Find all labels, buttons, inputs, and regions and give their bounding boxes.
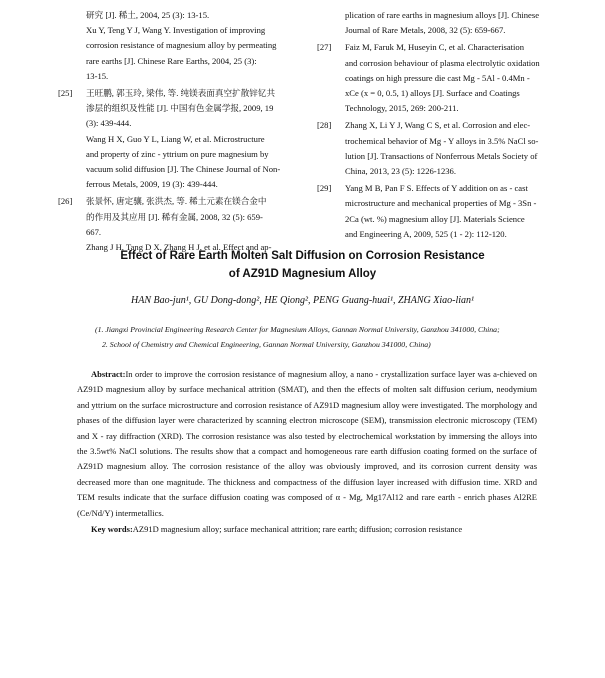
english-title [0, 247, 605, 283]
reference-line: 667. [86, 226, 102, 237]
affiliation-2: 2. School of Chemistry and Chemical Engineering, Gannan Normal University, Ganzhou 341000, China) [102, 340, 431, 349]
reference-entry [317, 181, 550, 242]
reference-line: Faiz M, Faruk M, Huseyin C, et al. Characterisation [345, 42, 525, 53]
reference-line: 王旺鹏, 郭玉玲, 梁伟, 等. 纯镁表面真空扩散锌钇共 [86, 88, 276, 99]
references-right-column [317, 8, 550, 244]
reference-entry [58, 86, 298, 192]
reference-line: Zhang X, Li Y J, Wang C S, et al. Corrosion and elec- [345, 120, 531, 131]
reference-line: corrosion resistance of magnesium alloy by permeating [86, 40, 277, 51]
reference-line: 张景怀, 唐定骧, 张洪杰, 等. 稀土元素在镁合金中 [86, 196, 267, 207]
reference-line: 2Ca (wt. %) magnesium alloy [J]. Materials Science [345, 213, 525, 224]
reference-line: and property of zinc - yttrium on pure magnesium by [86, 148, 269, 159]
reference-line: Xu Y, Teng Y J, Wang Y. Investigation of improving [86, 25, 266, 36]
reference-number: [26] [58, 196, 73, 207]
reference-line: and Engineering A, 2009, 525 (1 - 2): 112-120. [345, 228, 507, 239]
reference-line: China, 2013, 23 (5): 1226-1236. [345, 166, 456, 177]
reference-line: lution [J]. Transactions of Nonferrous Metals Society of [345, 150, 538, 161]
reference-number: [27] [317, 42, 332, 53]
reference-entry [317, 8, 550, 38]
reference-entry [317, 40, 550, 116]
reference-line: Technology, 2015, 269: 200-211. [345, 103, 459, 114]
reference-line: coatings on high pressure die cast Mg - 5Al - 0.4Mn - [345, 72, 530, 83]
abstract-text: In order to improve the corrosion resistance of magnesium alloy, a nano - crystallization surface layer was a-chieved on AZ91D magnesium alloy by surface mechanical attrition (SMAT), and then the effects of molten salt diffusion cerium, neodymium and yttrium on the surface microstructure and corrosion resistance of AZ91D magnesium alloy were investigated. The morphology and phases of the diffusion layer were characterized by scanning electron microscope (SEM), transmission electronic microscopy (TEM) and X - ray diffraction (XRD). The corrosion resistance was also tested by electrochemical workstation by immersing the alloys into the 3.5wt% NaCl solutions. The results show that a compact and homogeneous rare earth diffusion coating formed on the surface of AZ91D magnesium alloy. The corrosion resistance of the alloy was obviously improved, and its corrosion current density was decreased more than one magnitude. The thickness and compactness of the diffusion layer increased with diffusion time. XRD and TEM results indicate that the surface diffusion coating was composed of α - Mg, Mg17Al12 and rare earth - enrich phases Al2RE (Ce/Nd/Y) intermetallics. [77, 369, 537, 518]
reference-line: (3): 439-444. [86, 118, 132, 129]
reference-line: vacuum solid diffusion [J]. The Chinese Journal of Non- [86, 164, 281, 175]
reference-line: plication of rare earths in magnesium alloys [J]. Chinese [345, 10, 540, 20]
reference-number: [25] [58, 88, 73, 99]
reference-line: 渗层的组织及性能 [J]. 中国有色金属学报, 2009, 19 [86, 103, 274, 114]
english-title-line-1: Effect of Rare Earth Molten Salt Diffusion on Corrosion Resistance [120, 250, 485, 262]
reference-line: trochemical behavior of Mg - Y alloys in 3.5% NaCl so- [345, 135, 539, 146]
reference-line: and corrosion behaviour of plasma electrolytic oxidation [345, 57, 540, 68]
abstract-block [77, 367, 537, 537]
affiliation-1: (1. Jiangxi Provincial Engineering Research Center for Magnesium Alloys, Gannan Normal University, Ganzhou 341000, China; [95, 325, 500, 334]
reference-line: 的作用及其应用 [J]. 稀有金属, 2008, 32 (5): 659- [86, 211, 263, 222]
abstract-label: Abstract: [91, 369, 126, 379]
reference-line: microstructure and mechanical properties of Mg - 3Sn - [345, 198, 537, 209]
reference-line: xCe (x = 0, 0.5, 1) alloys [J]. Surface and Coatings [345, 88, 520, 99]
keywords [77, 522, 537, 537]
keywords-label: Key words: [91, 524, 133, 535]
reference-entry [58, 8, 298, 84]
reference-line: Journal of Rare Metals, 2008, 32 (5): 659-667. [345, 25, 506, 36]
reference-number: [29] [317, 183, 332, 194]
affiliations [95, 322, 575, 352]
reference-line: Wang H X, Guo Y L, Liang W, et al. Microstructure [86, 133, 265, 144]
reference-number: [28] [317, 120, 332, 131]
reference-line: Yang M B, Pan F S. Effects of Y addition on as - cast [345, 183, 528, 194]
keywords-text: AZ91D magnesium alloy; surface mechanical attrition; rare earth; diffusion; corrosion resistance [132, 524, 463, 535]
reference-line: 研究 [J]. 稀土, 2004, 25 (3): 13-15. [86, 10, 210, 20]
reference-entry [317, 118, 550, 179]
english-title-line-2: of AZ91D Magnesium Alloy [228, 268, 377, 280]
reference-line: ferrous Metals, 2009, 19 (3): 439-444. [86, 179, 218, 190]
references-left-column [58, 8, 298, 257]
reference-line: 13-15. [86, 70, 109, 81]
author-list: HAN Bao-jun¹, GU Dong-dong², HE Qiong², PENG Guang-huai¹, ZHANG Xiao-lian¹ [130, 295, 475, 306]
reference-line: Zhang J H, Tang D X, Zhang H J, et al. Effect and ap- [86, 242, 272, 253]
reference-line: rare earths [J]. Chinese Rare Earths, 2004, 25 (3): [86, 55, 257, 66]
